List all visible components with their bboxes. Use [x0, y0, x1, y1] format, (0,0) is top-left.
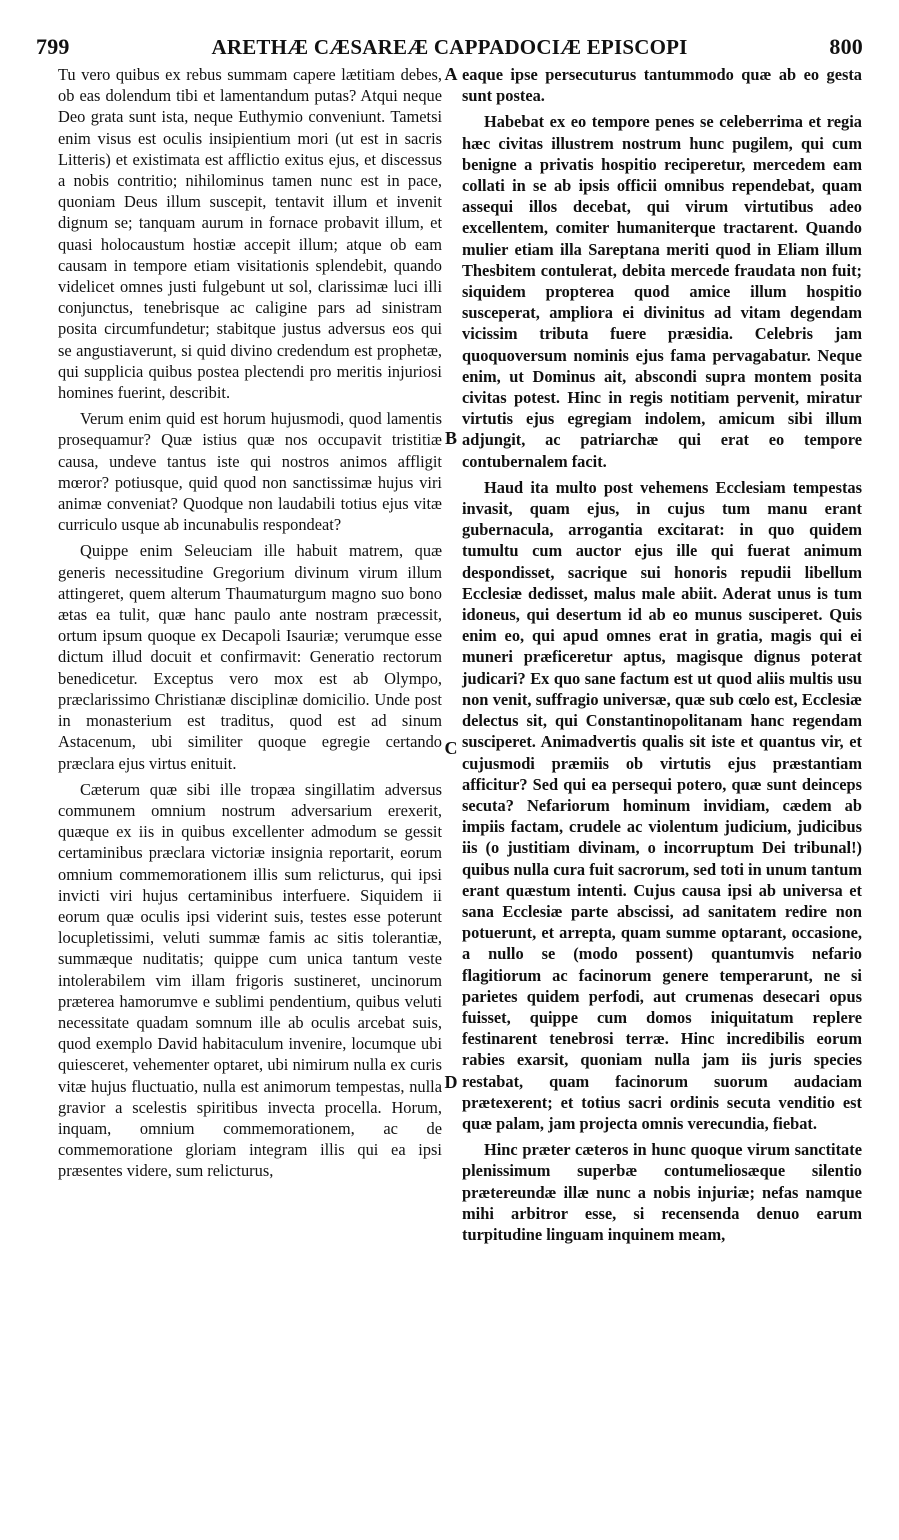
right-paragraph-2: Habebat ex eo tempore penes se celeberrima et regia hæc civitas illustrem nostrum hunc pugilem, qui cum benigne a privatis hospitio reciperetur, mercedem eam collati in se ab ipsis officii omnibus rependebat, quam assequi illos decebat, qui virum virtutibus adeo excellentem, comiter humaniterque tractarent. Quando mulier etiam illa Sareptana meriti quod in Eliam illum Thesbitem contulerat, debita mercede fraudata non fuit; siquidem propterea quod amice illum hospitio susceperat, ampliora ei divinitus ad vitam degendam vicissim tributa fuere præsidia. Celebris jam quoquoversum nominis ejus fama pervagabatur. Neque enim, ut Dominus ait, abscondi supra montem posita civitas potest. Hinc in regis notitiam pervenit, miratur virtutis ejus egregiam indolem, amicum sibi illum adjungit, ac patriarchæ qui erat eo tempore contubernalem facit.	[462, 112, 862, 471]
right-column	[462, 64, 862, 1250]
left-paragraph-3: Quippe enim Seleuciam ille habuit matrem, quæ generis necessitudine Gregorium divinum virum illum attingeret, quem alterum Thaumaturgum magno suo bono ætas ea tulit, quæ hanc paulo ante nostram præcessit, ortum ipsum quoque ex Decapoli Isauriæ; verumque esse dictum illud docuit et confirmavit: Generatio rectorum benedicetur. Exceptus vero mox est ab Olympo, præclarissimo Christianæ disciplinæ domicilio. Unde post in monasterium est traditus, quod est ad sinum Astacenum, ubi similiter quoque egregie certando præclara ejus virtus enituit.	[58, 541, 442, 773]
left-paragraph-1: Tu vero quibus ex rebus summam capere lætitiam debes, ob eas dolendum tibi et lamentandum putas? Atqui neque Deo grata sunt ista, neque Euthymio conveniunt. Tametsi enim visus est oculis insipientium mori (ut est in sacris Litteris) et existimata est afflictio exitus ejus, et discessus a nobis contritio; nihilominus tamen nunc est in pace, quoniam Deus illum suscepit, tentavit illum et invenit dignum se; tanquam aurum in fornace probavit illum, et quasi holocaustum hostiæ accepit illum; atque ob eam causam in tempore etiam visitationis splendebit, quando videlicet omnes justi fulgebunt ut sol, clarissimæ luci illi conjunctus, tenebrisque ac caligine pars ad sinistram posita circumfundetur; stabitque justus adversus eos qui se angustiaverunt, si quid divino credendum est prophetæ, qui supplicia quibus postea plectendi pro meritis injuriosi homines fuerint, describit.	[58, 65, 442, 403]
margin-marker-c: C	[444, 738, 458, 758]
left-paragraph-4: Cæterum quæ sibi ille tropæa singillatim adversus communem omnium nostrum adversarium erexerit, quæque ex iis in quibus excellenter admodum se gessit certaminibus præclara victoriæ insignia reportarit, eorum omnium commemorationem illis sum relicturus, qui ipsi invicti viri hujus certaminibus interfuere. Siquidem ii eorum quæ oculis ipsi viderint suis, testes esse poterunt locupletissimi, veluti summæ famis ac sitis tolerantiæ, summæque nuditatis; quippe cum unica tantum veste intolerabilem vim illam frigoris sustineret, uncinorum præterea hamorumve e sublimi pendentium, quibus veluti necessitate quadam somnum ille ab oculis arcebat suis, quod exemplo David habitaculum invenire, locumque ubi quiesceret, vehementer optaret, ubi nimirum nulla ex curis vitæ hujus fluctuatio, nulla est animorum tempestas, nulla gravior a scelestis spiritibus invecta procella. Horum, inquam, omnium commemorationem, ac de commemoratione gloriam integram illis qui ea ipsi præsentes videre, sum relicturus,	[58, 779, 442, 1181]
page-number-left: 799	[36, 34, 70, 59]
margin-marker-b: B	[444, 428, 457, 448]
right-paragraph-1: eaque ipse persecuturus tantummodo quæ ab eo gesta sunt postea.	[462, 65, 862, 106]
page-number-right: 800	[829, 34, 863, 59]
right-paragraph-3: Haud ita multo post vehemens Ecclesiam tempestas invasit, quam ejus, in cujus tum manu erant gubernacula, arrogantia excitarat: in quo quidem tumultu cum auctor ejus ille qui fuerat animum despondisset, sacrique sui honoris repudii libellum Ecclesiæ dedisset, malus male abiit. Aderat unus is tum idoneus, qui desertum id ab eo munus susciperet. Quis enim eo, qui apud omnes erat in gratia, magis qui ei muneri præficeretur aptus, magisque dignus poterat judicari? Ex quo sane factum est ut quod aliis multis usu non venit, suffragio universæ, quæ sub cœlo est, Ecclesiæ delectus sit, qui Constantinopolitanam hanc regendam susciperet. Animadvertis qualis sit iste et quantus vir, et cujusmodi præmiis ob virtutis ejus præstantiam afficitur? Sed qui ea persequi potero, quæ sunt deinceps secuta? Nefariorum hominum invidiam, cædem ab impiis factam, crudele ac violentum judicium, judicibus iis (o justitiam divinam, o incorruptum Dei tribunal!) quibus nulla cura fuit sacrorum, sed toti in unum tantum erant quæstum intenti. Cujus causa ipsi ab universa et sana Ecclesiæ parte abscissi, ad sanitatem redire non potuerunt, et arrepta, quam summe optarant, occasione, a nullo se (modo possent) quantumvis nefario flagitiorum ac facinorum genere temperarunt, ne si parietes quidem perfodi, aut crumenas desecari opus fuisset, quippe cum domos iniquitatum replere festinarent tenebrosi terræ. Hinc incredibilis eorum rabies exarsit, quoniam nulla jam iis juris species restabat, quam facinorum suorum audaciam prætexerent; et totius sacri ordinis secuta venditio est quæ palam, jam projecta omnis verecundia, fiebat.	[462, 477, 862, 1133]
right-paragraph-4: Hinc præter cæteros in hunc quoque virum sanctitate plenissimum superbæ contumeliosæque silentio prætereundæ illæ nunc a nobis injuriæ; nefas namque mihi arbitror esse, si recensenda denuo earum turpitudine linguam inquinem meam,	[462, 1140, 862, 1244]
page-header	[36, 34, 863, 64]
left-paragraph-2: Verum enim quid est horum hujusmodi, quod lamentis prosequamur? Quæ istius quæ nos occupavit tristitiæ causa, undeve tantus iste qui nostros animos affligit mœror? potiusque, quid quod non sanctissimæ hujus viri animæ conveniat? Quodque non laudabili totius ejus vitæ curriculo usque ab incunabulis respondeat?	[58, 409, 442, 535]
margin-marker-d: D	[444, 1072, 458, 1092]
left-column	[58, 64, 442, 1187]
margin-marker-a: A	[444, 64, 458, 84]
running-title: ARETHÆ CÆSAREÆ CAPPADOCIÆ EPISCOPI	[211, 35, 688, 59]
